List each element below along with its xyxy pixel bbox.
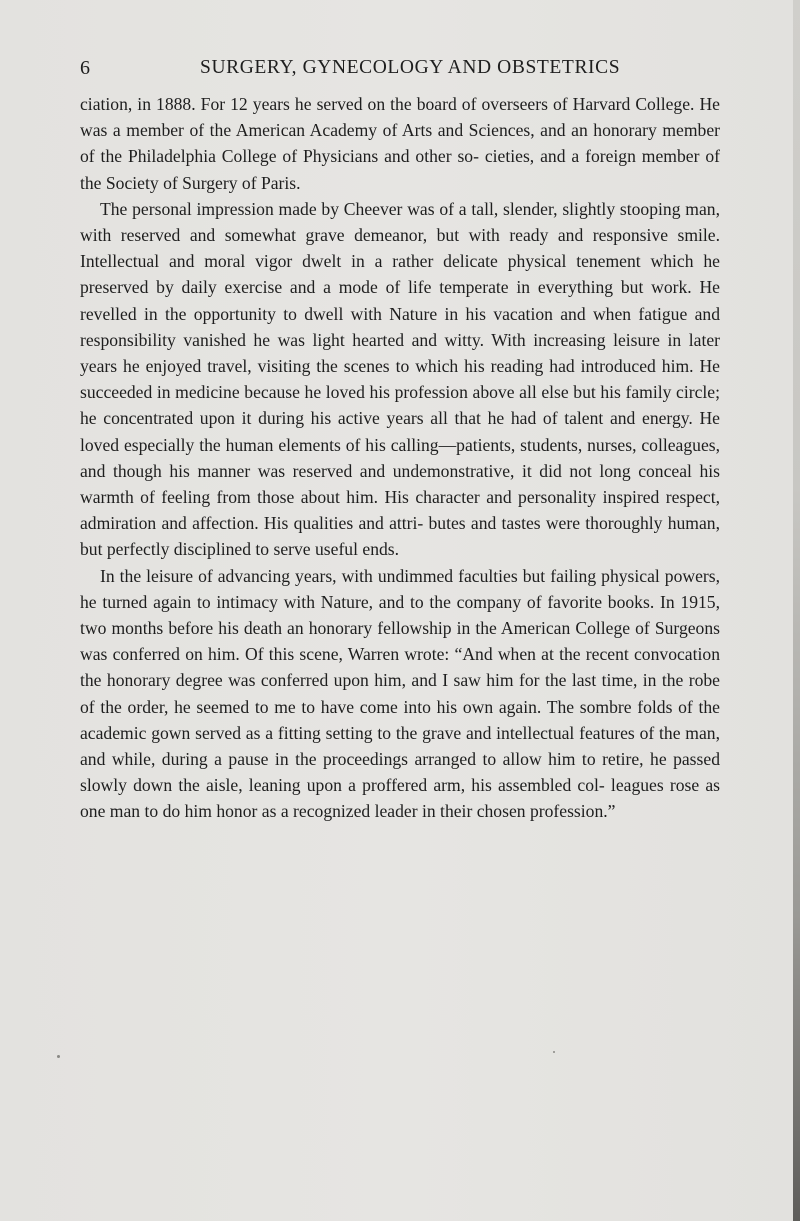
paragraph-personal-impression: The personal impression made by Cheever was of a tall, slender, slightly stooping man, with reserved and somewhat grave demeanor, but with ready and responsive smile. Intellectual and moral vigor dwelt in a rather delicate physical tenement which he preserved by daily exercise and a mode of life temperate in everything but work. He revelled in the opportunity to dwell with Nature in his vacation and when fatigue and responsibility vanished he was light hearted and witty. With increasing leisure in later years he enjoyed travel, visiting the scenes to which his reading had introduced him. He succeeded in medicine because he loved his profession above all else but his family circle; he concentrated upon it during his active years all that he had of talent and energy. He loved especially the human elements of his calling—patients, students, nurses, colleagues, and though his manner was reserved and undemonstrative, it did not long conceal his warmth of feeling from those about him. His character and personality inspired respect, admiration and affection. His qualities and attri- butes and tastes were thoroughly human, but perfectly disciplined to serve useful ends. <box>80 198 720 560</box>
page-edge-shadow <box>793 0 800 1221</box>
page-header <box>80 53 720 83</box>
paragraph-continuation: ciation, in 1888. For 12 years he served on the board of overseers of Harvard College. He was a member of the American Academy of Arts and Sciences, and an honorary member of the Philadelphia College of Physicians and other so- cieties, and a foreign member of the Society of Surgery of Paris. <box>80 94 720 193</box>
paper-speck <box>553 1051 555 1053</box>
paper-speck <box>57 1055 60 1058</box>
running-head: SURGERY, GYNECOLOGY AND OBSTETRICS <box>200 57 621 78</box>
page-number: 6 <box>80 57 91 79</box>
body-text <box>80 91 720 825</box>
paragraph-leisure-years: In the leisure of advancing years, with undimmed faculties but failing physical powers, he turned again to intimacy with Nature, and to the company of favorite books. In 1915, two months before his death an honorary fellowship in the American College of Surgeons was conferred on him. Of this scene, Warren wrote: “And when at the recent convocation the honorary degree was conferred upon him, and I saw him for the last time, in the robe of the order, he seemed to me to have come into his own again. The sombre folds of the academic gown served as a fitting setting to the grave and intellectual features of the man, and while, during a pause in the proceedings arranged to allow him to retire, he passed slowly down the aisle, leaning upon a proffered arm, his assembled col- leagues rose as one man to do him honor as a recognized leader in their chosen profession.” <box>80 565 720 822</box>
